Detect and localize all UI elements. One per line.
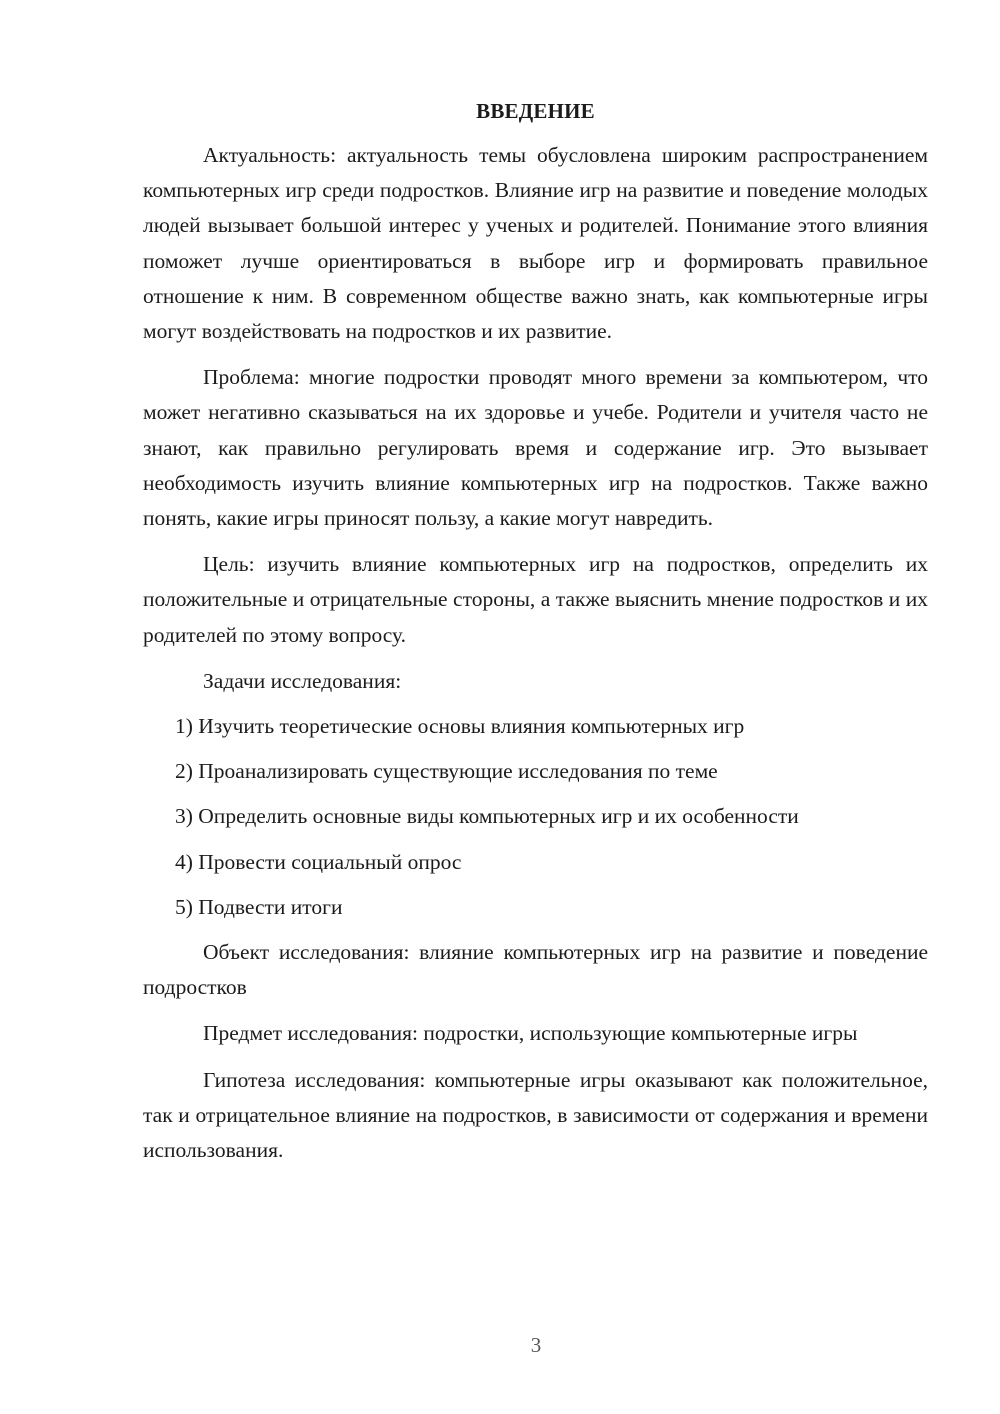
- task-item: 3) Определить основные виды компьютерных игр и их особенности: [175, 804, 799, 829]
- hypothesis-paragraph: Гипотеза исследования: компьютерные игры оказывают как положительное, так и отрицательное влияние на подростков, в зависимости от содержания и времени использования.: [143, 1067, 928, 1163]
- task-item: 4) Провести социальный опрос: [175, 849, 462, 874]
- object-paragraph: Объект исследования: влияние компьютерных игр на развитие и поведение подростков: [143, 940, 928, 1000]
- page-number: 3: [530, 1333, 542, 1357]
- goal-paragraph: Цель: изучить влияние компьютерных игр на подростков, определить их положительные и отрицательные стороны, а также выяснить мнение подростков и их родителей по этому вопросу.: [143, 552, 928, 647]
- task-item: 1) Изучить теоретические основы влияния компьютерных игр: [175, 714, 745, 739]
- section-title: ВВЕДЕНИЕ: [476, 99, 595, 123]
- task-item: 5) Подвести итоги: [175, 894, 343, 919]
- tasks-heading: Задачи исследования:: [203, 668, 402, 693]
- subject-paragraph: Предмет исследования: подростки, использующие компьютерные игры: [203, 1021, 858, 1046]
- relevance-paragraph: Актуальность: актуальность темы обусловлена широким распространением компьютерных игр среди подростков. Влияние игр на развитие и поведение молодых людей вызывает большой интерес у ученых и родителей. Понимание этого влияния поможет лучше ориентироваться в выборе игр и формировать правильное отношение к ним. В современном обществе важно знать, как компьютерные игры могут воздействовать на подростков и их развитие.: [143, 143, 928, 344]
- tasks-list: [143, 709, 928, 925]
- task-item: 2) Проанализировать существующие исследования по теме: [175, 759, 718, 784]
- problem-paragraph: Проблема: многие подростки проводят много времени за компьютером, что может негативно сказываться на их здоровье и учебе. Родители и учителя часто не знают, как правильно регулировать время и содержание игр. Это вызывает необходимость изучить влияние компьютерных игр на подростков. Также важно понять, какие игры приносят пользу, а какие могут навредить.: [143, 365, 928, 531]
- document-page: [143, 96, 928, 1179]
